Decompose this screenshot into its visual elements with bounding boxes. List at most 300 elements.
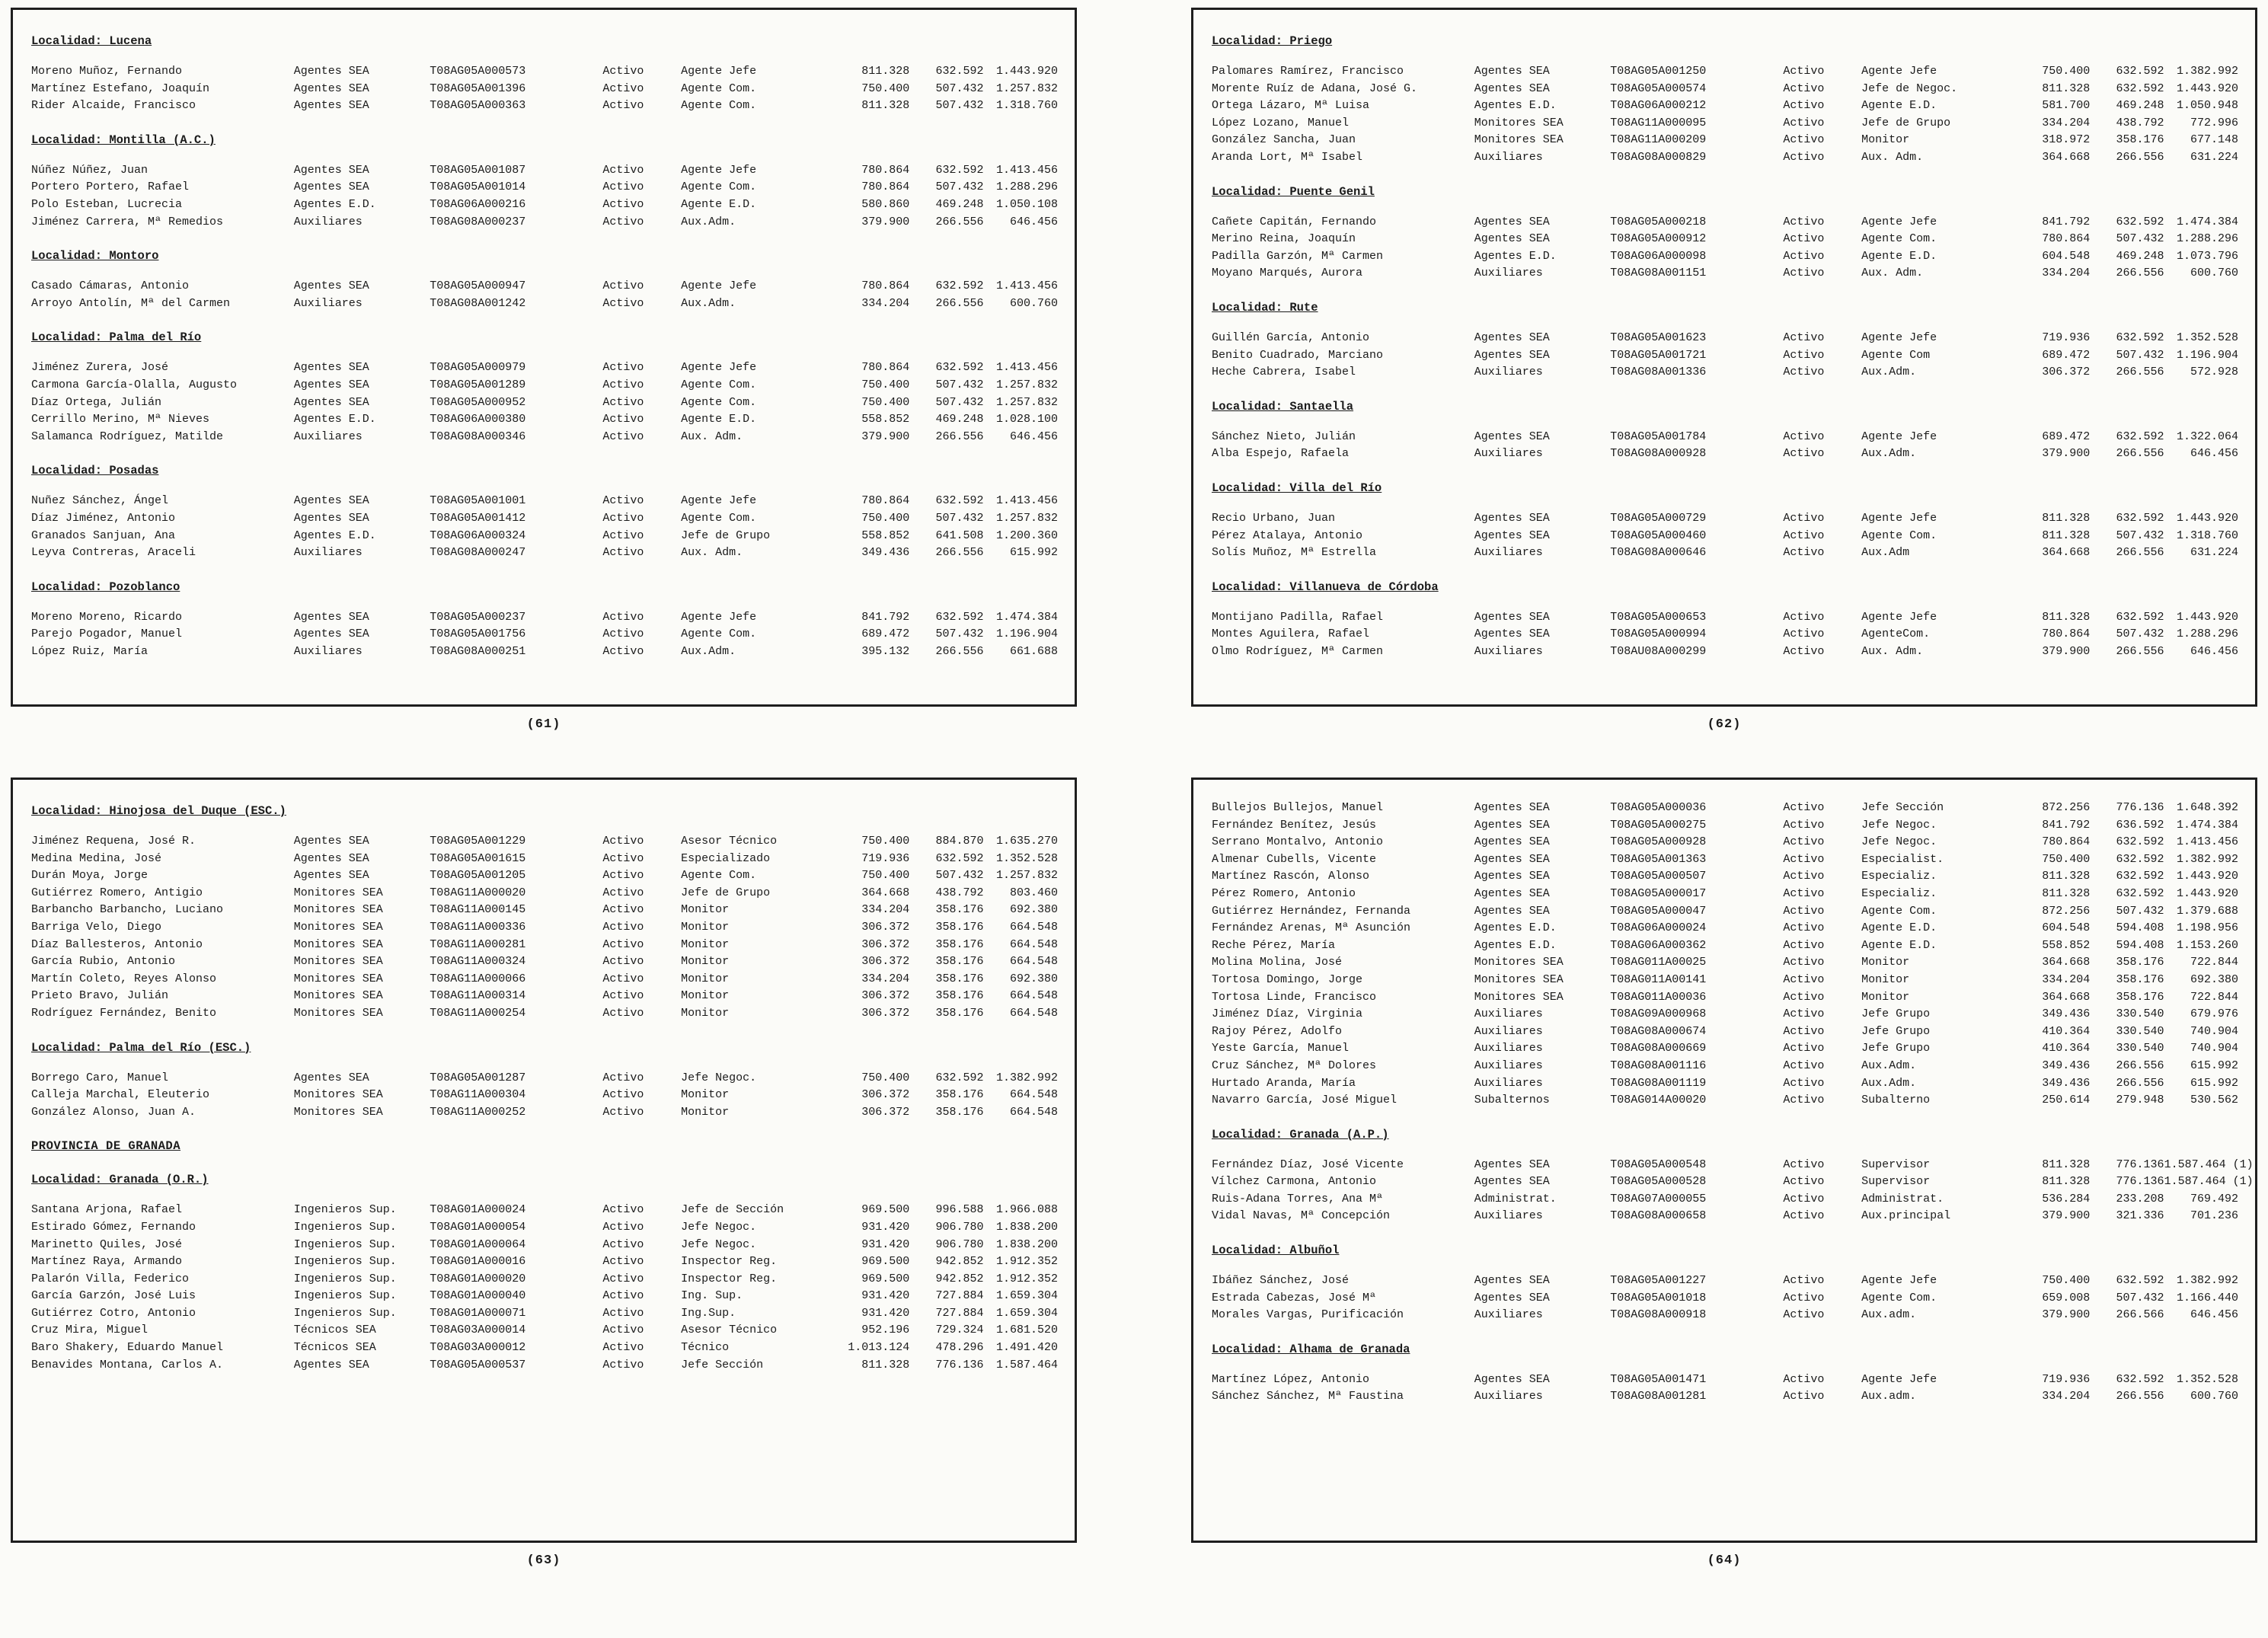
complement-cell: 507.432 [2116, 627, 2164, 641]
title-cell: Monitor [681, 972, 730, 985]
total-cell: 692.380 [1009, 972, 1058, 985]
title-cell: Supervisor [1861, 1157, 1931, 1171]
total-cell: 600.760 [1009, 296, 1058, 310]
base-cell: 558.852 [2042, 938, 2091, 952]
code-cell: T08AG08A000247 [430, 546, 526, 560]
complement-cell: 632.592 [2116, 1372, 2164, 1386]
name-cell: Jiménez Díaz, Virginia [1212, 1007, 1363, 1021]
status-cell: Activo [602, 1203, 644, 1217]
title-cell: Ing. Sup. [681, 1289, 743, 1303]
name-cell: Rajoy Pérez, Adolfo [1212, 1024, 1343, 1038]
bottom-page-row [11, 777, 2257, 1574]
code-cell: T08AG05A000947 [430, 279, 526, 293]
name-cell: Alba Espejo, Rafaela [1212, 447, 1350, 461]
personnel-row [1212, 63, 2241, 81]
category-cell: Auxiliares [293, 296, 363, 310]
base-cell: 872.256 [2042, 904, 2091, 918]
category-cell: Auxiliares [1474, 1209, 1543, 1223]
total-cell: 1.443.920 [2176, 610, 2238, 624]
status-cell: Activo [1783, 1157, 1825, 1171]
personnel-row [1212, 972, 2241, 989]
code-cell: T08AG06A000216 [430, 197, 526, 211]
locality-section [1212, 800, 2241, 1110]
total-cell: 1.196.904 [995, 627, 1058, 641]
title-cell: Jefe Negoc. [1861, 818, 1937, 832]
status-cell: Activo [1783, 1175, 1825, 1189]
title-cell: Agente E.D. [1861, 249, 1937, 263]
title-cell: Jefe Sección [681, 1358, 764, 1371]
category-cell: Agentes E.D. [293, 413, 376, 426]
status-cell: Activo [1783, 546, 1825, 560]
locality-section [31, 34, 1061, 115]
personnel-row [31, 902, 1061, 919]
title-cell: Monitor [1861, 133, 1910, 147]
base-cell: 334.204 [2042, 116, 2091, 129]
total-cell: 1.382.992 [995, 1071, 1058, 1084]
total-cell: 1.352.528 [2176, 330, 2238, 344]
locality-heading: Localidad: Montoro [31, 249, 159, 263]
personnel-row [1212, 800, 2241, 817]
personnel-row [31, 1322, 1061, 1339]
total-cell: 722.844 [2190, 990, 2238, 1004]
total-cell: 1.838.200 [995, 1237, 1058, 1251]
category-cell: Agentes SEA [1474, 1274, 1550, 1288]
name-cell: Sánchez Nieto, Julián [1212, 429, 1356, 443]
total-cell: 1.413.456 [995, 163, 1058, 177]
name-cell: Recio Urbano, Juan [1212, 511, 1336, 525]
personnel-row [1212, 903, 2241, 921]
name-cell: Tortosa Domingo, Jorge [1212, 972, 1363, 986]
title-cell: Jefe Grupo [1861, 1024, 1931, 1038]
total-cell: 1.257.832 [995, 378, 1058, 391]
personnel-row [31, 937, 1061, 954]
complement-cell: 632.592 [2116, 852, 2164, 866]
personnel-row [1212, 528, 2241, 545]
complement-cell: 636.592 [2116, 818, 2164, 832]
personnel-row [1212, 1006, 2241, 1023]
category-cell: Agentes SEA [293, 851, 369, 865]
total-cell: 646.456 [2190, 447, 2238, 461]
category-cell: Auxiliares [1474, 1007, 1543, 1021]
personnel-row [1212, 817, 2241, 835]
personnel-row [1212, 834, 2241, 851]
status-cell: Activo [1783, 330, 1825, 344]
title-cell: Subalterno [1861, 1094, 1931, 1107]
status-cell: Activo [1783, 429, 1825, 443]
status-cell: Activo [602, 1272, 644, 1285]
complement-cell: 358.176 [2116, 972, 2164, 986]
title-cell: Jefe de Negoc. [1861, 81, 1958, 95]
complement-cell: 358.176 [935, 920, 984, 934]
complement-cell: 266.556 [935, 215, 984, 228]
complement-cell: 438.792 [935, 886, 984, 899]
personnel-row [1212, 1388, 2241, 1406]
complement-cell: 594.408 [2116, 921, 2164, 935]
base-cell: 250.614 [2042, 1094, 2091, 1107]
complement-cell: 507.432 [935, 627, 984, 641]
category-cell: Agentes SEA [1474, 511, 1550, 525]
base-cell: 689.472 [2042, 348, 2091, 362]
code-cell: T08AG05A001623 [1610, 330, 1707, 344]
personnel-row [1212, 429, 2241, 446]
locality-section [31, 1173, 1061, 1374]
code-cell: T08AG05A001363 [1610, 852, 1707, 866]
complement-cell: 632.592 [2116, 1274, 2164, 1288]
category-cell: Monitores SEA [293, 920, 383, 934]
title-cell: Aux. Adm. [681, 546, 743, 560]
complement-cell: 358.176 [935, 972, 984, 985]
status-cell: Activo [1783, 1192, 1825, 1205]
base-cell: 379.900 [861, 429, 910, 443]
category-cell: Agentes SEA [1474, 215, 1550, 228]
category-cell: Ingenieros Sup. [293, 1272, 397, 1285]
category-cell: Agentes SEA [293, 180, 369, 194]
category-cell: Agentes SEA [1474, 852, 1550, 866]
total-cell: 769.492 [2190, 1192, 2238, 1205]
title-cell: Aux.Adm. [681, 644, 736, 658]
complement-cell: 330.540 [2116, 1024, 2164, 1038]
base-cell: 379.900 [861, 215, 910, 228]
total-cell: 1.443.920 [2176, 81, 2238, 95]
name-cell: Rodríguez Fernández, Benito [31, 1006, 217, 1020]
locality-section [1212, 1127, 2254, 1225]
category-cell: Agentes SEA [1474, 429, 1550, 443]
category-cell: Agentes SEA [293, 378, 369, 391]
personnel-row [31, 1271, 1061, 1288]
personnel-row [31, 971, 1061, 988]
total-cell: 1.379.688 [2176, 904, 2238, 918]
title-cell: Agente Com [1861, 348, 1931, 362]
base-cell: 750.400 [2042, 1274, 2091, 1288]
category-cell: Agentes E.D. [1474, 921, 1557, 935]
status-cell: Activo [602, 869, 644, 883]
complement-cell: 632.592 [2116, 429, 2164, 443]
personnel-row [31, 885, 1061, 902]
total-cell: 1.050.948 [2176, 99, 2238, 113]
base-cell: 780.864 [861, 279, 910, 293]
total-cell: 1.288.296 [2176, 627, 2238, 641]
status-cell: Activo [1783, 1390, 1825, 1403]
status-cell: Activo [1783, 818, 1825, 832]
status-cell: Activo [602, 1071, 644, 1084]
title-cell: Agente E.D. [1861, 938, 1937, 952]
name-cell: Fernández Díaz, José Vicente [1212, 1157, 1404, 1171]
complement-cell: 358.176 [2116, 133, 2164, 147]
total-cell: 1.912.352 [995, 1272, 1058, 1285]
title-cell: Jefe Negoc. [681, 1220, 757, 1234]
status-cell: Activo [1783, 215, 1825, 228]
name-cell: Heche Cabrera, Isabel [1212, 366, 1356, 379]
base-cell: 841.792 [861, 610, 910, 624]
complement-cell: 266.566 [2116, 1308, 2164, 1322]
base-cell: 841.792 [2042, 215, 2091, 228]
personnel-row [31, 1070, 1061, 1087]
complement-cell: 594.408 [2116, 938, 2164, 952]
total-cell: 664.548 [1009, 920, 1058, 934]
code-cell: T08AG05A000729 [1610, 511, 1707, 525]
status-cell: Activo [1783, 528, 1825, 542]
name-cell: Díaz Ballesteros, Antonio [31, 937, 203, 951]
base-cell: 349.436 [2042, 1076, 2091, 1090]
locality-heading: Localidad: Albuñol [1212, 1244, 1340, 1258]
category-cell: Auxiliares [293, 644, 363, 658]
status-cell: Activo [602, 610, 644, 624]
name-cell: Palomares Ramírez, Francisco [1212, 65, 1404, 78]
base-cell: 604.548 [2042, 921, 2091, 935]
code-cell: T08AG01A000024 [430, 1203, 526, 1217]
complement-cell: 507.432 [2116, 232, 2164, 246]
code-cell: T08AG05A000528 [1610, 1175, 1707, 1189]
complement-cell: 632.592 [2116, 886, 2164, 900]
complement-cell: 632.592 [2116, 330, 2164, 344]
category-cell: Auxiliares [1474, 267, 1543, 280]
name-cell: Martín Coleto, Reyes Alonso [31, 972, 217, 985]
title-cell: Monitor [681, 920, 730, 934]
status-cell: Activo [602, 1289, 644, 1303]
total-cell: 1.443.920 [995, 65, 1058, 78]
category-cell: Auxiliares [1474, 447, 1543, 461]
name-cell: Martínez López, Antonio [1212, 1372, 1370, 1386]
base-cell: 719.936 [861, 851, 910, 865]
status-cell: Activo [602, 279, 644, 293]
code-cell: T08AG05A001014 [430, 180, 526, 194]
status-cell: Activo [602, 1358, 644, 1371]
status-cell: Activo [602, 163, 644, 177]
locality-section [1212, 481, 2241, 562]
personnel-row [1212, 1290, 2241, 1308]
title-cell: Agente Jefe [681, 610, 757, 624]
status-cell: Activo [1783, 81, 1825, 95]
total-cell: 1.413.456 [995, 494, 1058, 508]
locality-section [1212, 301, 2241, 382]
complement-cell: 266.556 [935, 546, 984, 560]
code-cell: T08AG08A001281 [1610, 1390, 1707, 1403]
code-cell: T08AG05A000275 [1610, 818, 1707, 832]
name-cell: Solís Muñoz, Mª Estrella [1212, 546, 1377, 560]
complement-cell: 632.592 [2116, 511, 2164, 525]
total-cell: 1.028.100 [995, 413, 1058, 426]
locality-section [31, 133, 1061, 231]
personnel-row [1212, 1191, 2241, 1209]
title-cell: Agente E.D. [681, 197, 757, 211]
base-cell: 306.372 [861, 1088, 910, 1102]
code-cell: T08AG05A001227 [1610, 1274, 1707, 1288]
personnel-row [1212, 1092, 2241, 1110]
personnel-row [31, 1357, 1061, 1375]
locality-heading: Localidad: Palma del Río [31, 330, 202, 345]
personnel-row [1212, 989, 2241, 1007]
personnel-row [1212, 937, 2241, 955]
complement-cell: 358.176 [935, 955, 984, 969]
name-cell: González Sancha, Juan [1212, 133, 1356, 147]
status-cell: Activo [602, 99, 644, 113]
base-cell: 841.792 [2042, 818, 2091, 832]
code-cell: T08AG05A000574 [1610, 81, 1707, 95]
title-cell: Agente E.D. [681, 413, 757, 426]
locality-heading: Localidad: Posadas [31, 464, 159, 478]
name-cell: Salamanca Rodríguez, Matilde [31, 429, 224, 443]
base-cell: 750.400 [2042, 852, 2091, 866]
complement-cell: 996.588 [935, 1203, 984, 1217]
title-cell: Agente Jefe [681, 494, 757, 508]
total-cell: 1.659.304 [995, 1289, 1058, 1303]
status-cell: Activo [1783, 1209, 1825, 1223]
category-cell: Agentes SEA [1474, 1372, 1550, 1386]
name-cell: Olmo Rodríguez, Mª Carmen [1212, 644, 1384, 658]
code-cell: T08AG01A000064 [430, 1237, 526, 1251]
personnel-row [31, 429, 1061, 446]
complement-cell: 632.592 [2116, 870, 2164, 883]
base-cell: 306.372 [861, 1006, 910, 1020]
base-cell: 931.420 [861, 1289, 910, 1303]
status-cell: Activo [1783, 835, 1825, 849]
code-cell: T08AG01A000054 [430, 1220, 526, 1234]
base-cell: 659.008 [2042, 1291, 2091, 1304]
name-cell: Hurtado Aranda, María [1212, 1076, 1356, 1090]
base-cell: 931.420 [861, 1306, 910, 1320]
code-cell: T08AG05A001250 [1610, 65, 1707, 78]
total-cell: 1.166.440 [2176, 1291, 2238, 1304]
title-cell: Especializ. [1861, 870, 1937, 883]
title-cell: Agente Com. [681, 99, 757, 113]
name-cell: Ortega Lázaro, Mª Luisa [1212, 99, 1370, 113]
personnel-row [1212, 347, 2241, 365]
category-cell: Auxiliares [1474, 644, 1543, 658]
personnel-row [1212, 920, 2241, 937]
base-cell: 811.328 [2042, 1157, 2091, 1171]
complement-cell: 266.556 [2116, 1390, 2164, 1403]
category-cell: Agentes SEA [293, 163, 369, 177]
personnel-row [31, 1104, 1061, 1122]
code-cell: T08AG06A000324 [430, 528, 526, 542]
total-cell: 1.352.528 [2176, 1372, 2238, 1386]
name-cell: Cerrillo Merino, Mª Nieves [31, 413, 210, 426]
title-cell: Agente Jefe [1861, 65, 1937, 78]
category-cell: Auxiliares [293, 546, 363, 560]
code-cell: T08AG05A001018 [1610, 1291, 1707, 1304]
base-cell: 306.372 [861, 937, 910, 951]
total-cell: 631.224 [2190, 150, 2238, 164]
title-cell: Agente Jefe [1861, 1274, 1937, 1288]
category-cell: Agentes SEA [1474, 870, 1550, 883]
name-cell: Estrada Cabezas, José Mª [1212, 1291, 1377, 1304]
page-63-panel [11, 777, 1077, 1543]
locality-section [31, 249, 1061, 312]
title-cell: Aux.Adm. [681, 296, 736, 310]
total-cell: 530.562 [2190, 1094, 2238, 1107]
title-cell: Inspector Reg. [681, 1272, 778, 1285]
locality-section [31, 464, 1061, 561]
title-cell: Jefe Negoc. [681, 1237, 757, 1251]
total-cell: 1.413.456 [995, 361, 1058, 375]
total-cell: 1.318.760 [2176, 528, 2238, 542]
total-cell: 1.050.108 [995, 197, 1058, 211]
base-cell: 536.284 [2042, 1192, 2091, 1205]
base-cell: 306.372 [861, 989, 910, 1003]
title-cell: Aux.adm. [1861, 1390, 1917, 1403]
title-cell: Jefe de Grupo [1861, 116, 1951, 129]
total-cell: 740.904 [2190, 1042, 2238, 1055]
status-cell: Activo [1783, 886, 1825, 900]
name-cell: Cruz Sánchez, Mª Dolores [1212, 1058, 1377, 1072]
code-cell: T08AG07A000055 [1610, 1192, 1707, 1205]
personnel-row [1212, 868, 2241, 886]
name-cell: Jiménez Requena, José R. [31, 835, 196, 848]
code-cell: T08AG05A000047 [1610, 904, 1707, 918]
title-cell: Monitor [681, 1006, 730, 1020]
complement-cell: 507.432 [935, 378, 984, 391]
status-cell: Activo [602, 296, 644, 310]
total-cell: 615.992 [2190, 1076, 2238, 1090]
complement-cell: 632.592 [2116, 835, 2164, 849]
status-cell: Activo [602, 1255, 644, 1269]
total-cell: 1.257.832 [995, 81, 1058, 95]
total-cell: 1.196.904 [2176, 348, 2238, 362]
name-cell: Molina Molina, José [1212, 956, 1343, 969]
personnel-row [31, 609, 1061, 627]
category-cell: Agentes SEA [293, 1358, 369, 1371]
category-cell: Técnicos SEA [293, 1341, 376, 1355]
category-cell: Agentes SEA [293, 279, 369, 293]
status-cell: Activo [602, 546, 644, 560]
code-cell: T08AG05A000653 [1610, 610, 1707, 624]
base-cell: 719.936 [2042, 330, 2091, 344]
title-cell: Aux.Adm. [681, 215, 736, 228]
personnel-row [31, 1305, 1061, 1323]
title-cell: Jefe de Grupo [681, 886, 771, 899]
complement-cell: 469.248 [2116, 99, 2164, 113]
status-cell: Activo [1783, 1007, 1825, 1021]
total-cell: 661.688 [1009, 644, 1058, 658]
base-cell: 364.668 [861, 886, 910, 899]
name-cell: Aranda Lort, Mª Isabel [1212, 150, 1363, 164]
title-cell: Monitor [681, 989, 730, 1003]
title-cell: Inspector Reg. [681, 1255, 778, 1269]
complement-cell: 358.176 [935, 1006, 984, 1020]
total-cell: 1.587.464 [995, 1358, 1058, 1371]
base-cell: 750.400 [2042, 65, 2091, 78]
base-cell: 750.400 [861, 511, 910, 525]
name-cell: García Garzón, José Luis [31, 1289, 196, 1303]
base-cell: 395.132 [861, 644, 910, 658]
category-cell: Agentes SEA [293, 99, 369, 113]
category-cell: Agentes SEA [293, 610, 369, 624]
category-cell: Ingenieros Sup. [293, 1306, 397, 1320]
code-cell: T08AG05A001756 [430, 627, 526, 641]
status-cell: Activo [602, 835, 644, 848]
code-cell: T08AG08A000346 [430, 429, 526, 443]
total-cell: 1.443.920 [2176, 870, 2238, 883]
code-cell: T08AG05A001396 [430, 81, 526, 95]
total-cell: 1.474.384 [995, 610, 1058, 624]
code-cell: T08AG05A001205 [430, 869, 526, 883]
total-cell: 1.382.992 [2176, 852, 2238, 866]
personnel-row [31, 196, 1061, 214]
name-cell: Arroyo Antolín, Mª del Carmen [31, 296, 231, 310]
code-cell: T08AG06A000380 [430, 413, 526, 426]
title-cell: Aux. Adm. [1861, 644, 1924, 658]
base-cell: 811.328 [2042, 1175, 2091, 1189]
name-cell: Palarón Villa, Federico [31, 1272, 190, 1285]
base-cell: 334.204 [2042, 972, 2091, 986]
category-cell: Ingenieros Sup. [293, 1203, 397, 1217]
code-cell: T08AG08A000674 [1610, 1024, 1707, 1038]
base-cell: 604.548 [2042, 249, 2091, 263]
name-cell: Gutiérrez Hernández, Fernanda [1212, 904, 1411, 918]
title-cell: Jefe Grupo [1861, 1042, 1931, 1055]
status-cell: Activo [602, 920, 644, 934]
personnel-row [1212, 364, 2241, 382]
